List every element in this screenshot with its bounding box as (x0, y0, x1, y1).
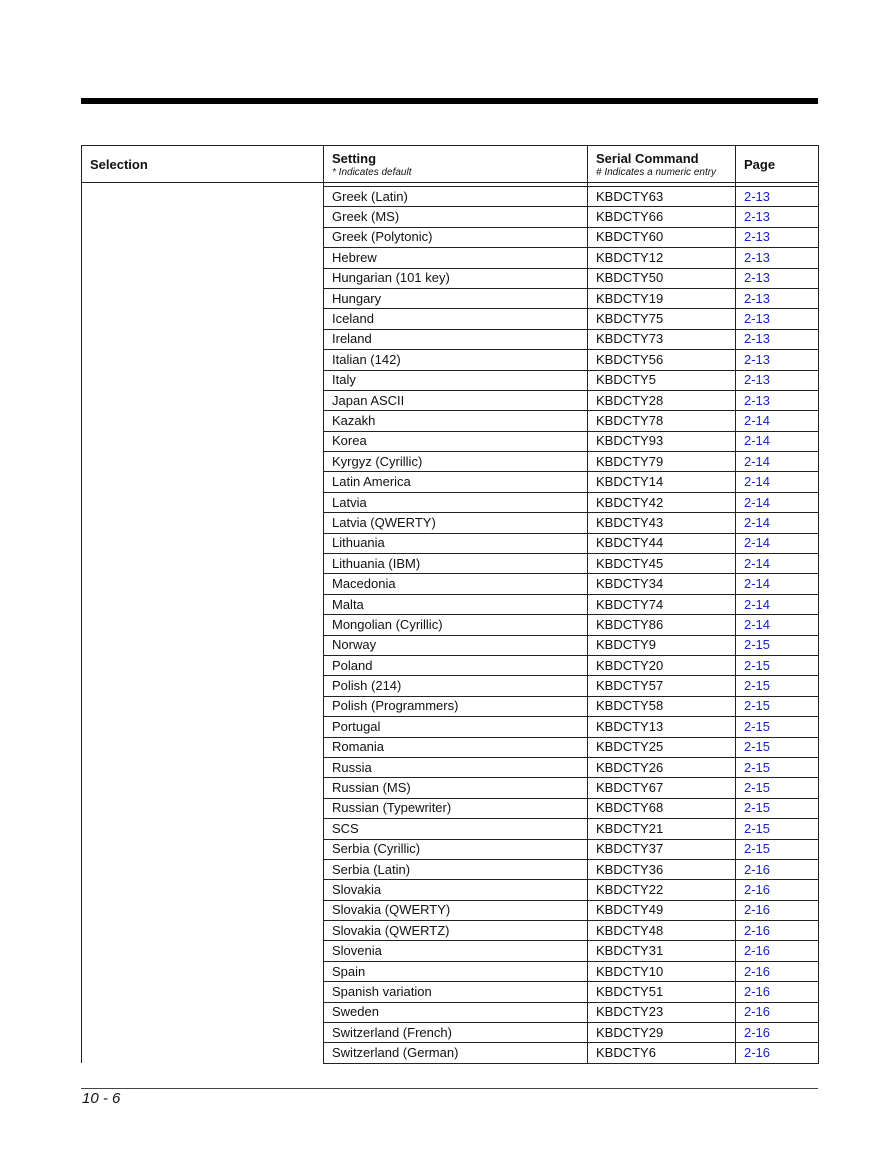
selection-cell (82, 1002, 324, 1022)
page-link[interactable]: 2-14 (736, 594, 819, 614)
command-cell: KBDCTY60 (588, 227, 736, 247)
setting-cell: Polish (214) (324, 676, 588, 696)
command-cell: KBDCTY49 (588, 900, 736, 920)
page-link[interactable]: 2-15 (736, 635, 819, 655)
selection-cell (82, 370, 324, 390)
command-cell: KBDCTY50 (588, 268, 736, 288)
setting-cell: Latvia (324, 492, 588, 512)
header-page: Page (736, 146, 819, 183)
selection-cell (82, 574, 324, 594)
selection-cell (82, 900, 324, 920)
setting-cell: Lithuania (324, 533, 588, 553)
page-link[interactable]: 2-13 (736, 309, 819, 329)
selection-cell (82, 982, 324, 1002)
setting-cell: Switzerland (German) (324, 1043, 588, 1063)
page-link[interactable]: 2-16 (736, 1043, 819, 1063)
table-row (82, 329, 819, 349)
command-cell: KBDCTY86 (588, 615, 736, 635)
table-row (82, 941, 819, 961)
setting-cell: Russian (Typewriter) (324, 798, 588, 818)
command-cell: KBDCTY23 (588, 1002, 736, 1022)
page-link[interactable]: 2-15 (736, 655, 819, 675)
setting-cell: Polish (Programmers) (324, 696, 588, 716)
setting-cell: Slovakia (QWERTZ) (324, 921, 588, 941)
header-selection: Selection (82, 146, 324, 183)
table-row (82, 248, 819, 268)
table-row (82, 635, 819, 655)
setting-cell: Spain (324, 961, 588, 981)
selection-cell (82, 268, 324, 288)
command-cell: KBDCTY21 (588, 819, 736, 839)
command-cell: KBDCTY5 (588, 370, 736, 390)
setting-cell: Hebrew (324, 248, 588, 268)
table-row (82, 533, 819, 553)
selection-cell (82, 329, 324, 349)
selection-cell (82, 1023, 324, 1043)
command-cell: KBDCTY58 (588, 696, 736, 716)
table-row (82, 757, 819, 777)
page-link[interactable]: 2-15 (736, 839, 819, 859)
selection-cell (82, 390, 324, 410)
command-cell: KBDCTY56 (588, 350, 736, 370)
table-row (82, 859, 819, 879)
command-cell: KBDCTY79 (588, 452, 736, 472)
page-link[interactable]: 2-15 (736, 676, 819, 696)
setting-cell: Greek (Latin) (324, 187, 588, 207)
setting-cell: Serbia (Cyrillic) (324, 839, 588, 859)
selection-cell (82, 615, 324, 635)
table-row (82, 309, 819, 329)
command-cell: KBDCTY36 (588, 859, 736, 879)
setting-cell: Italian (142) (324, 350, 588, 370)
selection-cell (82, 1043, 324, 1063)
command-cell: KBDCTY25 (588, 737, 736, 757)
selection-cell (82, 248, 324, 268)
setting-cell: Greek (Polytonic) (324, 227, 588, 247)
command-cell: KBDCTY19 (588, 288, 736, 308)
command-cell: KBDCTY51 (588, 982, 736, 1002)
table-row (82, 961, 819, 981)
bottom-rule (81, 1088, 818, 1089)
command-cell: KBDCTY29 (588, 1023, 736, 1043)
selection-cell (82, 717, 324, 737)
serial-command-table (81, 145, 819, 1064)
command-cell: KBDCTY74 (588, 594, 736, 614)
table-row (82, 737, 819, 757)
table-row (82, 717, 819, 737)
page-link[interactable]: 2-14 (736, 513, 819, 533)
table-row (82, 696, 819, 716)
page-link[interactable]: 2-13 (736, 227, 819, 247)
command-cell: KBDCTY34 (588, 574, 736, 594)
command-cell: KBDCTY31 (588, 941, 736, 961)
page-link[interactable]: 2-15 (736, 696, 819, 716)
command-cell: KBDCTY43 (588, 513, 736, 533)
setting-cell: Switzerland (French) (324, 1023, 588, 1043)
page-link[interactable]: 2-15 (736, 757, 819, 777)
setting-cell: Portugal (324, 717, 588, 737)
setting-cell: Latin America (324, 472, 588, 492)
table-row (82, 1002, 819, 1022)
setting-cell: Slovakia (324, 880, 588, 900)
selection-cell (82, 513, 324, 533)
setting-cell: Malta (324, 594, 588, 614)
setting-cell: Sweden (324, 1002, 588, 1022)
command-cell: KBDCTY75 (588, 309, 736, 329)
setting-cell: Greek (MS) (324, 207, 588, 227)
setting-cell: Latvia (QWERTY) (324, 513, 588, 533)
command-cell: KBDCTY37 (588, 839, 736, 859)
table-row (82, 452, 819, 472)
selection-cell (82, 757, 324, 777)
command-cell: KBDCTY28 (588, 390, 736, 410)
command-cell: KBDCTY13 (588, 717, 736, 737)
command-cell: KBDCTY67 (588, 778, 736, 798)
setting-cell: Norway (324, 635, 588, 655)
page-link[interactable]: 2-16 (736, 961, 819, 981)
setting-cell: Lithuania (IBM) (324, 554, 588, 574)
table-row (82, 492, 819, 512)
page-link[interactable]: 2-13 (736, 248, 819, 268)
table-row (82, 574, 819, 594)
selection-cell (82, 554, 324, 574)
selection-cell (82, 798, 324, 818)
page-link[interactable]: 2-16 (736, 982, 819, 1002)
selection-cell (82, 227, 324, 247)
command-cell: KBDCTY48 (588, 921, 736, 941)
setting-cell: Slovakia (QWERTY) (324, 900, 588, 920)
command-cell: KBDCTY9 (588, 635, 736, 655)
setting-cell: Serbia (Latin) (324, 859, 588, 879)
page-link[interactable]: 2-15 (736, 737, 819, 757)
page-link[interactable]: 2-16 (736, 1023, 819, 1043)
table-row (82, 207, 819, 227)
command-cell: KBDCTY42 (588, 492, 736, 512)
page-link[interactable]: 2-16 (736, 921, 819, 941)
page-link[interactable]: 2-14 (736, 472, 819, 492)
setting-cell: Ireland (324, 329, 588, 349)
table-row (82, 615, 819, 635)
page-link[interactable]: 2-13 (736, 288, 819, 308)
table-row (82, 1043, 819, 1063)
selection-cell (82, 961, 324, 981)
table-row (82, 594, 819, 614)
command-cell: KBDCTY44 (588, 533, 736, 553)
page-link[interactable]: 2-15 (736, 778, 819, 798)
selection-cell (82, 431, 324, 451)
command-cell: KBDCTY57 (588, 676, 736, 696)
setting-cell: Macedonia (324, 574, 588, 594)
page-link[interactable]: 2-13 (736, 350, 819, 370)
selection-cell (82, 492, 324, 512)
table-row (82, 187, 819, 207)
table-row (82, 268, 819, 288)
page-link[interactable]: 2-15 (736, 798, 819, 818)
table-row (82, 288, 819, 308)
selection-cell (82, 594, 324, 614)
selection-cell (82, 452, 324, 472)
selection-cell (82, 737, 324, 757)
page-link[interactable]: 2-14 (736, 452, 819, 472)
selection-cell (82, 533, 324, 553)
table-body (82, 183, 819, 1064)
page-link[interactable]: 2-13 (736, 370, 819, 390)
table-row (82, 370, 819, 390)
page-link[interactable]: 2-16 (736, 900, 819, 920)
table-row (82, 798, 819, 818)
page-link[interactable]: 2-15 (736, 717, 819, 737)
selection-cell (82, 207, 324, 227)
setting-cell: Russia (324, 757, 588, 777)
command-cell: KBDCTY73 (588, 329, 736, 349)
command-cell: KBDCTY66 (588, 207, 736, 227)
table-row (82, 390, 819, 410)
command-cell: KBDCTY6 (588, 1043, 736, 1063)
selection-cell (82, 696, 324, 716)
selection-cell (82, 309, 324, 329)
table-row (82, 982, 819, 1002)
setting-cell: Kyrgyz (Cyrillic) (324, 452, 588, 472)
header-serial-note: # Indicates a numeric entry (596, 166, 717, 178)
selection-cell (82, 839, 324, 859)
table-row (82, 655, 819, 675)
setting-cell: Spanish variation (324, 982, 588, 1002)
command-cell: KBDCTY26 (588, 757, 736, 777)
page-link[interactable]: 2-15 (736, 819, 819, 839)
selection-cell (82, 288, 324, 308)
selection-cell (82, 778, 324, 798)
table-row (82, 227, 819, 247)
command-cell: KBDCTY78 (588, 411, 736, 431)
table-row (82, 1023, 819, 1043)
selection-cell (82, 859, 324, 879)
command-cell: KBDCTY14 (588, 472, 736, 492)
page-link[interactable]: 2-13 (736, 329, 819, 349)
command-cell: KBDCTY12 (588, 248, 736, 268)
header-serial-command: Serial Command # Indicates a numeric entry (588, 146, 736, 183)
command-cell: KBDCTY63 (588, 187, 736, 207)
page-link[interactable]: 2-16 (736, 859, 819, 879)
setting-cell: Poland (324, 655, 588, 675)
page-link[interactable]: 2-13 (736, 268, 819, 288)
setting-cell: Iceland (324, 309, 588, 329)
setting-cell: Russian (MS) (324, 778, 588, 798)
selection-cell (82, 350, 324, 370)
page-link[interactable]: 2-14 (736, 574, 819, 594)
selection-cell (82, 941, 324, 961)
setting-cell: Mongolian (Cyrillic) (324, 615, 588, 635)
setting-cell: Kazakh (324, 411, 588, 431)
command-cell: KBDCTY93 (588, 431, 736, 451)
setting-cell: Slovenia (324, 941, 588, 961)
command-cell: KBDCTY10 (588, 961, 736, 981)
command-cell: KBDCTY20 (588, 655, 736, 675)
page-link[interactable]: 2-16 (736, 880, 819, 900)
page-link[interactable]: 2-16 (736, 941, 819, 961)
page-link[interactable]: 2-14 (736, 411, 819, 431)
table-header-row (82, 146, 819, 183)
page-link[interactable]: 2-13 (736, 390, 819, 410)
page-link[interactable]: 2-16 (736, 1002, 819, 1022)
page-link[interactable]: 2-13 (736, 207, 819, 227)
page-link[interactable]: 2-13 (736, 187, 819, 207)
table-row (82, 554, 819, 574)
page-link[interactable]: 2-14 (736, 431, 819, 451)
table-row (82, 839, 819, 859)
setting-cell: Hungarian (101 key) (324, 268, 588, 288)
header-setting-note: * Indicates default (332, 166, 412, 178)
table-row (82, 411, 819, 431)
table-row (82, 819, 819, 839)
setting-cell: Hungary (324, 288, 588, 308)
command-cell: KBDCTY68 (588, 798, 736, 818)
selection-cell (82, 635, 324, 655)
setting-cell: SCS (324, 819, 588, 839)
top-rule (81, 98, 818, 104)
selection-cell (82, 187, 324, 207)
table-row (82, 880, 819, 900)
table-row (82, 778, 819, 798)
selection-cell (82, 411, 324, 431)
selection-cell (82, 655, 324, 675)
selection-cell (82, 472, 324, 492)
page-link[interactable]: 2-14 (736, 554, 819, 574)
page-number: 10 - 6 (82, 1090, 121, 1107)
setting-cell: Italy (324, 370, 588, 390)
table-row (82, 472, 819, 492)
command-cell: KBDCTY22 (588, 880, 736, 900)
table-row (82, 676, 819, 696)
header-setting: Setting * Indicates default (324, 146, 588, 183)
table-row (82, 431, 819, 451)
selection-cell (82, 880, 324, 900)
command-cell: KBDCTY45 (588, 554, 736, 574)
page-link[interactable]: 2-14 (736, 533, 819, 553)
selection-cell (82, 921, 324, 941)
table-row (82, 350, 819, 370)
page-link[interactable]: 2-14 (736, 615, 819, 635)
setting-cell: Romania (324, 737, 588, 757)
setting-cell: Korea (324, 431, 588, 451)
selection-cell (82, 676, 324, 696)
setting-cell: Japan ASCII (324, 390, 588, 410)
page-link[interactable]: 2-14 (736, 492, 819, 512)
table-row (82, 513, 819, 533)
table-row (82, 900, 819, 920)
selection-cell (82, 819, 324, 839)
table-row (82, 921, 819, 941)
